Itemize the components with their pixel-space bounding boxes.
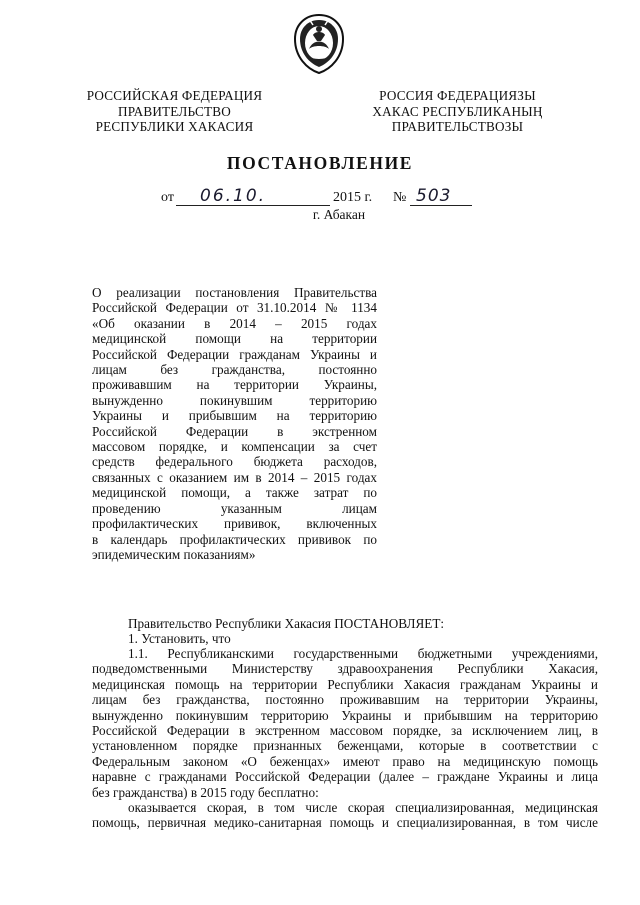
text-line: оказывается скорая, в том числе скорая специализированная, медицинская (128, 800, 598, 815)
text-line: вынужденно покинувшим территорию Украины и прибывшим на территорию (92, 707, 598, 723)
text-line: без гражданства) в 2015 году бесплатно: (92, 784, 319, 800)
header-left-line: РЕСПУБЛИКИ ХАКАСИЯ (95, 119, 254, 134)
paragraph-1-1 (92, 646, 598, 800)
text-line: Российской Федерации гражданам Украины и (92, 346, 377, 362)
header-left-line: ПРАВИТЕЛЬСТВО (118, 103, 231, 119)
text-line: эпидемическим показаниям» (92, 546, 256, 562)
resolution-subject (92, 285, 377, 562)
text-line: помощь, первичная медико-санитарная помощь и специализированная, в том числе (92, 815, 598, 831)
text-line: массовом порядке, и компенсации за счет (92, 439, 377, 455)
text-line: медицинской помощи на территории (92, 331, 377, 347)
text-line: наравне с гражданами Российской Федерации (далее – граждане Украины и лица (92, 769, 598, 785)
text-line: «Об оказании в 2014 – 2015 годах (92, 315, 377, 331)
number-prefix: № (393, 190, 407, 205)
text-line: лицам без гражданства, постоянно проживавшим на территории Украины, (92, 692, 598, 708)
text-line: медицинская помощь на территории Республики Хакасия гражданам Украины и (92, 676, 598, 692)
text-line: средств федерального бюджета расходов, (92, 454, 377, 470)
date-year: 2015 г. (333, 190, 373, 205)
paragraph-subitem (92, 800, 598, 831)
text-line: Российской Федерации от 31.10.2014 № 1134 (92, 300, 377, 316)
text-line: проведению указанным лицам (92, 500, 377, 516)
handwritten-date: 06.10. (176, 186, 330, 206)
text-line: подведомственными Министерству здравоохранения Республики Хакасия, (92, 661, 598, 677)
city: г. Абакан (312, 207, 366, 222)
government-resolves: Правительство Республики Хакасия ПОСТАНОВЛЯЕТ: (128, 616, 445, 631)
header-right-line: ПРАВИТЕЛЬСТВОЗЫ (391, 119, 524, 134)
text-line: установленном порядке признанных беженцами, которые в соответствии с (92, 738, 598, 754)
paragraph-1: 1. Установить, что (128, 631, 231, 646)
text-line: 1.1. Республиканскими государственными бюджетными учреждениями, (128, 646, 598, 661)
text-line: Федеральным законом «О беженцах» имеют право на медицинскую помощь (92, 753, 598, 769)
header-right-line: РОССИЯ ФЕДЕРАЦИЯЗЫ (379, 88, 536, 103)
header-russian (72, 88, 277, 135)
header-right-line: ХАКАС РЕСПУБЛИКАНЫҢ (372, 103, 543, 119)
text-line: профилактических прививок, включенных (92, 516, 377, 532)
text-line: медицинской помощи, а также затрат по (92, 485, 377, 501)
text-line: Украины и прибывшим на территорию (92, 408, 377, 424)
document-title: ПОСТАНОВЛЕНИЕ (226, 153, 414, 173)
text-line: Российской Федерации в экстренном массовом порядке, за исключением лиц, в (92, 723, 598, 739)
date-number-line (0, 186, 640, 208)
text-line: вынужденно покинувшим территорию (92, 392, 377, 408)
date-prefix: от (161, 190, 174, 205)
text-line: Российской Федерации в экстренном (92, 423, 377, 439)
coat-of-arms-emblem (293, 13, 345, 75)
text-line: в календарь профилактических прививок по (92, 531, 377, 547)
header-left-line: РОССИЙСКАЯ ФЕДЕРАЦИЯ (86, 88, 263, 103)
handwritten-number: 503 (410, 186, 472, 206)
text-line: лицам без гражданства, постоянно (92, 362, 377, 378)
text-line: связанных с оказанием им в 2014 – 2015 годах (92, 469, 377, 485)
header-khakas (355, 88, 560, 135)
text-line: О реализации постановления Правительства (92, 285, 377, 300)
text-line: проживавшим на территории Украины, (92, 377, 377, 393)
